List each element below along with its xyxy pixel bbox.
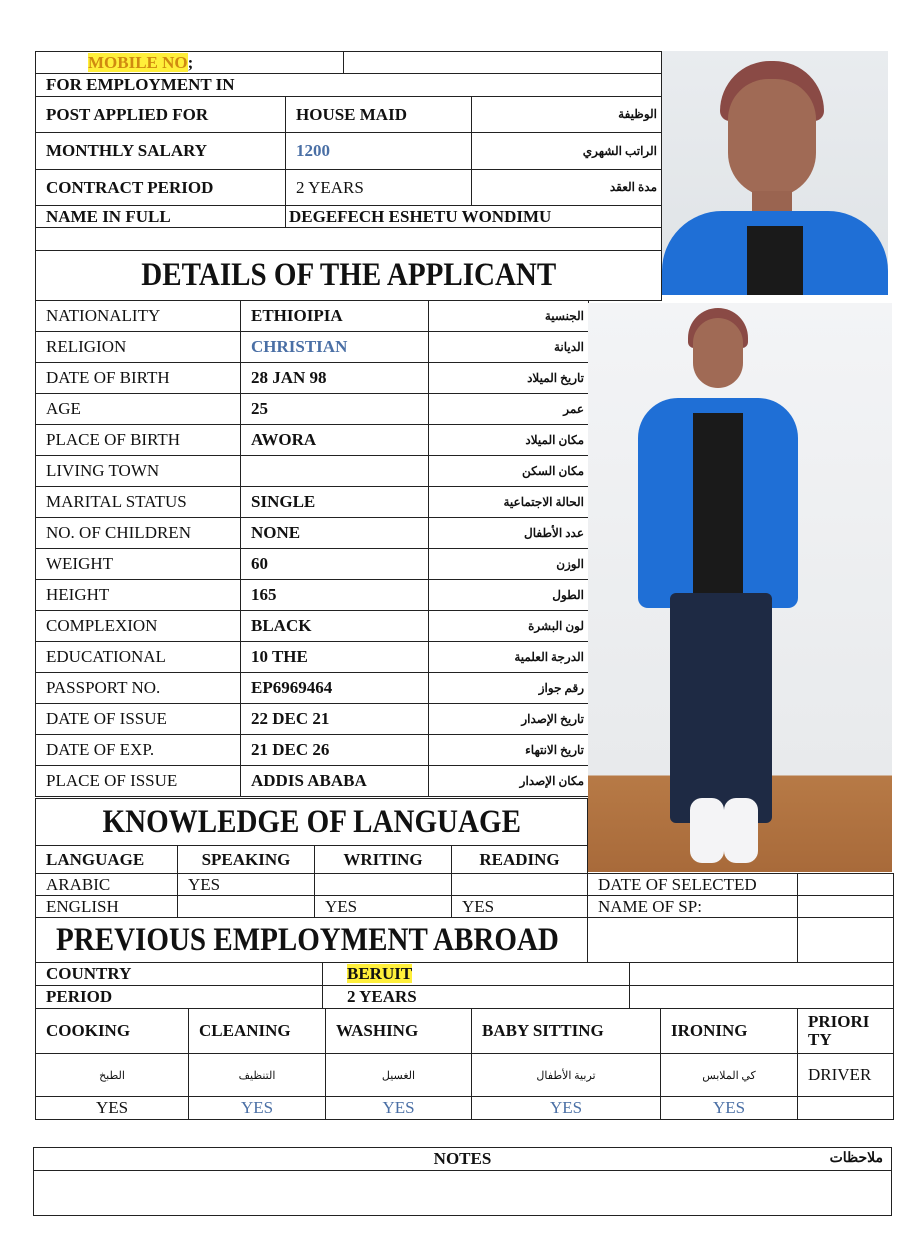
- period-value: 2 YEARS: [323, 986, 630, 1009]
- detail-value: 60: [241, 549, 429, 580]
- priority-value: DRIVER: [798, 1054, 894, 1097]
- mobile-label: MOBILE NO: [88, 52, 188, 72]
- detail-value: ETHIOIPIA: [241, 301, 429, 332]
- detail-value: CHRISTIAN: [241, 332, 429, 363]
- details-row: [36, 363, 589, 394]
- skill-arabic: الطبخ: [36, 1054, 189, 1097]
- detail-value: ADDIS ABABA: [241, 766, 429, 797]
- detail-value: 28 JAN 98: [241, 363, 429, 394]
- name-value: DEGEFECH ESHETU WONDIMU: [286, 206, 662, 228]
- post-value: HOUSE MAID: [286, 97, 472, 133]
- period-label: PERIOD: [36, 986, 323, 1009]
- employment-in-label: FOR EMPLOYMENT IN: [36, 74, 662, 97]
- skills-values-row: [36, 1097, 894, 1120]
- name-sp-label: NAME OF SP:: [588, 896, 798, 918]
- detail-label: DATE OF EXP.: [36, 735, 241, 766]
- contract-value: 2 YEARS: [286, 170, 472, 206]
- skill-arabic: تربية الأطفال: [472, 1054, 661, 1097]
- detail-label: EDUCATIONAL: [36, 642, 241, 673]
- notes-table: [33, 1147, 892, 1216]
- language-title: KNOWLEDGE OF LANGUAGE: [36, 799, 588, 846]
- skills-table: [35, 1008, 894, 1120]
- skills-header-row: [36, 1009, 894, 1054]
- arabic-reading: [452, 874, 588, 896]
- detail-label: WEIGHT: [36, 549, 241, 580]
- notes-field[interactable]: [34, 1171, 892, 1216]
- detail-arabic: مكان الإصدار: [429, 766, 589, 797]
- previous-table: [35, 962, 894, 1009]
- detail-arabic: تاريخ الإصدار: [429, 704, 589, 735]
- contract-label: CONTRACT PERIOD: [36, 170, 286, 206]
- skill-arabic: التنظيف: [189, 1054, 326, 1097]
- detail-arabic: الجنسية: [429, 301, 589, 332]
- mobile-suffix: ;: [187, 52, 194, 72]
- detail-value: NONE: [241, 518, 429, 549]
- language-table: [35, 798, 894, 963]
- details-row: [36, 518, 589, 549]
- name-label: NAME IN FULL: [36, 206, 286, 228]
- details-row: [36, 549, 589, 580]
- detail-value: 165: [241, 580, 429, 611]
- speaking-header: SPEAKING: [178, 846, 315, 874]
- date-selected-label: DATE OF SELECTED: [588, 874, 798, 896]
- detail-value: 10 THE: [241, 642, 429, 673]
- detail-arabic: الدرجة العلمية: [429, 642, 589, 673]
- english-reading: YES: [452, 896, 588, 918]
- country-label: COUNTRY: [36, 963, 323, 986]
- details-row: [36, 673, 589, 704]
- post-label: POST APPLIED FOR: [36, 97, 286, 133]
- skill-value: [798, 1097, 894, 1120]
- country-value-cell: [323, 963, 630, 986]
- detail-arabic: عمر: [429, 394, 589, 425]
- reading-header: READING: [452, 846, 588, 874]
- language-header: LANGUAGE: [36, 846, 178, 874]
- detail-value: AWORA: [241, 425, 429, 456]
- detail-value: [241, 456, 429, 487]
- details-row: [36, 766, 589, 797]
- details-table: [35, 300, 589, 797]
- details-row: [36, 611, 589, 642]
- detail-arabic: مكان السكن: [429, 456, 589, 487]
- skill-header: IRONING: [661, 1009, 798, 1054]
- name-sp-value: [798, 896, 894, 918]
- detail-label: HEIGHT: [36, 580, 241, 611]
- detail-label: NATIONALITY: [36, 301, 241, 332]
- detail-label: MARITAL STATUS: [36, 487, 241, 518]
- detail-value: BLACK: [241, 611, 429, 642]
- skill-header: BABY SITTING: [472, 1009, 661, 1054]
- detail-arabic: عدد الأطفال: [429, 518, 589, 549]
- skill-value: YES: [326, 1097, 472, 1120]
- detail-label: RELIGION: [36, 332, 241, 363]
- details-row: [36, 580, 589, 611]
- notes-label: NOTES: [433, 1149, 492, 1168]
- detail-arabic: مكان الميلاد: [429, 425, 589, 456]
- applicant-portrait-photo: [662, 51, 888, 295]
- detail-arabic: لون البشرة: [429, 611, 589, 642]
- detail-label: LIVING TOWN: [36, 456, 241, 487]
- detail-value: 22 DEC 21: [241, 704, 429, 735]
- detail-arabic: الوزن: [429, 549, 589, 580]
- detail-label: PLACE OF BIRTH: [36, 425, 241, 456]
- blank-row: [36, 228, 662, 251]
- skill-value: YES: [472, 1097, 661, 1120]
- notes-header: [34, 1148, 892, 1171]
- salary-value: 1200: [286, 133, 472, 170]
- details-row: [36, 332, 589, 363]
- detail-value: 21 DEC 26: [241, 735, 429, 766]
- details-row: [36, 301, 589, 332]
- details-row: [36, 487, 589, 518]
- skill-header: WASHING: [326, 1009, 472, 1054]
- english-speaking: [178, 896, 315, 918]
- skill-arabic: كي الملابس: [661, 1054, 798, 1097]
- detail-arabic: الحالة الاجتماعية: [429, 487, 589, 518]
- details-title: DETAILS OF THE APPLICANT: [36, 251, 662, 301]
- details-row: [36, 735, 589, 766]
- mobile-label-cell: [36, 52, 344, 74]
- details-row: [36, 425, 589, 456]
- skills-arabic-row: [36, 1054, 894, 1097]
- detail-arabic: الديانة: [429, 332, 589, 363]
- details-row: [36, 642, 589, 673]
- detail-label: PASSPORT NO.: [36, 673, 241, 704]
- notes-arabic: ملاحظات: [829, 1151, 883, 1166]
- skill-value: YES: [189, 1097, 326, 1120]
- language-name: ARABIC: [36, 874, 178, 896]
- applicant-full-body-photo: [588, 303, 892, 872]
- detail-arabic: تاريخ الميلاد: [429, 363, 589, 394]
- english-writing: YES: [315, 896, 452, 918]
- skill-arabic: الغسيل: [326, 1054, 472, 1097]
- salary-label: MONTHLY SALARY: [36, 133, 286, 170]
- detail-value: EP6969464: [241, 673, 429, 704]
- language-name: ENGLISH: [36, 896, 178, 918]
- country-value: BERUIT: [347, 964, 413, 983]
- skill-value: YES: [36, 1097, 189, 1120]
- post-arabic: الوظيفة: [472, 97, 662, 133]
- detail-label: DATE OF ISSUE: [36, 704, 241, 735]
- skill-header: PRIORI TY: [798, 1009, 894, 1054]
- previous-title: PREVIOUS EMPLOYMENT ABROAD: [36, 918, 588, 963]
- details-row: [36, 456, 589, 487]
- writing-header: WRITING: [315, 846, 452, 874]
- detail-arabic: تاريخ الانتهاء: [429, 735, 589, 766]
- detail-label: PLACE OF ISSUE: [36, 766, 241, 797]
- arabic-speaking: YES: [178, 874, 315, 896]
- skill-header: COOKING: [36, 1009, 189, 1054]
- mobile-value: [344, 52, 662, 74]
- arabic-writing: [315, 874, 452, 896]
- detail-label: NO. OF CHILDREN: [36, 518, 241, 549]
- detail-value: 25: [241, 394, 429, 425]
- salary-arabic: الراتب الشهري: [472, 133, 662, 170]
- detail-label: COMPLEXION: [36, 611, 241, 642]
- detail-arabic: رقم جواز: [429, 673, 589, 704]
- details-row: [36, 704, 589, 735]
- details-row: [36, 394, 589, 425]
- employment-table: [35, 51, 662, 301]
- date-selected-value: [798, 874, 894, 896]
- detail-label: AGE: [36, 394, 241, 425]
- detail-arabic: الطول: [429, 580, 589, 611]
- contract-arabic: مدة العقد: [472, 170, 662, 206]
- detail-label: DATE OF BIRTH: [36, 363, 241, 394]
- detail-value: SINGLE: [241, 487, 429, 518]
- skill-value: YES: [661, 1097, 798, 1120]
- skill-header: CLEANING: [189, 1009, 326, 1054]
